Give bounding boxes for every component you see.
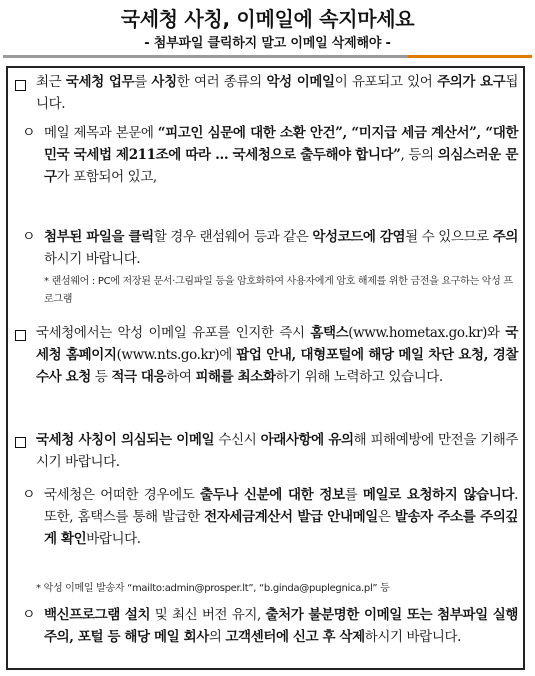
body-text: 최근 <box>36 74 66 90</box>
emphasis-text: 팝업 안내, 대형포털에 해당 메일 차단 요청, 경찰 수사 요청 <box>36 347 518 385</box>
body-text: 국세청은 어떠한 경우에도 <box>44 487 201 503</box>
emphasis-text: 의심스러운 문구 <box>44 147 518 185</box>
page-subtitle: - 첨부파일 클릭하지 말고 이메일 삭제해야 - <box>144 36 391 51</box>
circle-bullet: ㅇ <box>22 125 36 141</box>
body-text: (www.nts.go.kr)에 <box>116 347 237 363</box>
body-text: 의 <box>208 629 226 645</box>
body-text: 은 <box>377 509 395 525</box>
emphasis-text: 국세청 사칭이 의심되는 이메일 <box>36 432 215 448</box>
emphasis-text: 백신프로그램 설치 <box>44 607 151 623</box>
emphasis-text: 국세청 홈페이지 <box>36 325 518 363</box>
section-1 <box>36 71 518 115</box>
body-text: 수신시 <box>214 432 261 448</box>
square-bullet <box>15 437 26 448</box>
body-text: 및 최신 버전 유지, <box>150 607 266 623</box>
body-text: 등 <box>90 369 112 385</box>
emphasis-text: 아래사항에 유의 <box>260 432 354 448</box>
body-text: 바랍니다. <box>86 531 141 547</box>
emphasis-text: 국세청 업무 <box>65 74 135 90</box>
circle-bullet: ㅇ <box>22 487 36 503</box>
square-bullet <box>15 330 26 341</box>
body-text: 국세청에서는 악성 이메일 유포를 인지한 즉시 <box>36 325 311 341</box>
body-text: 를 <box>344 487 363 503</box>
section-7 <box>44 604 518 648</box>
body-text: 할 경우 랜섬웨어 등과 같은 <box>153 229 313 245</box>
section-2 <box>44 122 518 188</box>
emphasis-text: 홈택스 <box>310 325 349 341</box>
emphasis-text: 발송자 주소를 주의깊게 확인 <box>44 509 518 547</box>
body-text: 됩니다. <box>36 74 518 112</box>
body-text: 하여 <box>166 369 196 385</box>
title-rule-accent <box>408 55 532 58</box>
emphasis-text: 출두나 신분에 대한 정보 <box>200 487 345 503</box>
ransomware-note: * 랜섬웨어 : PC에 저장된 문서·그림파일 등을 암호화하여 사용자에게 암호 해제를 위한 금전을 요구하는 악성 프로그램 <box>44 276 513 305</box>
section-6 <box>44 484 518 550</box>
sender-note: * 악성 이메일 발송자 “mailto:admin@prosper.lt”, “b.ginda@puplegnica.pl” 등 <box>36 583 390 594</box>
emphasis-text: 주의 <box>492 229 519 245</box>
emphasis-text: 악성 이메일 <box>266 74 335 90</box>
body-text: 이 유포되고 있어 <box>334 74 438 90</box>
emphasis-text: 적극 대응 <box>111 369 167 385</box>
body-text: 를 <box>134 74 152 90</box>
emphasis-text: 악성코드에 감염 <box>312 229 406 245</box>
section-3 <box>44 226 518 270</box>
emphasis-text: 주의가 요구 <box>437 74 506 90</box>
body-text: , 등의 <box>400 147 438 163</box>
body-text: 하기 위해 노력하고 있습니다. <box>275 369 443 385</box>
emphasis-text: 출처가 불분명한 이메일 또는 첨부파일 실행 주의, 포털 등 해당 메일 회사 <box>44 607 518 645</box>
emphasis-text: 고객센터에 신고 후 삭제 <box>225 629 365 645</box>
emphasis-text: “피고인 심문에 대한 소환 안건”, “미지급 세금 계산서”, “대한민국 국세법 제211조에 따라 … 국세청으로 출두해야 합니다” <box>44 125 518 163</box>
section-4 <box>36 322 518 388</box>
body-text: 될 수 있으므로 <box>405 229 493 245</box>
emphasis-text: 사칭 <box>151 74 177 90</box>
body-text: 해 피해예방에 만전을 기해주시기 바랍니다. <box>36 432 518 470</box>
body-text: . 또한, 홈택스를 통해 발급한 <box>44 487 518 525</box>
emphasis-text: 피해를 최소화 <box>195 369 276 385</box>
body-text: 하시기 바랍니다. <box>364 629 461 645</box>
emphasis-text: 메일로 요청하지 않습니다 <box>362 487 515 503</box>
circle-bullet: ㅇ <box>22 229 36 245</box>
square-bullet <box>15 80 26 91</box>
emphasis-text: 전자세금계산서 발급 안내메일 <box>204 509 378 525</box>
body-text: (www.hometax.go.kr)와 <box>348 325 506 341</box>
section-5 <box>36 429 518 473</box>
page-title: 국세청 사칭, 이메일에 속지마세요 <box>120 7 415 31</box>
body-text: 메일 제목과 본문에 <box>44 125 158 141</box>
body-text: 가 포함되어 있고, <box>56 169 157 185</box>
circle-bullet: ㅇ <box>22 607 36 623</box>
emphasis-text: 첨부된 파일을 클릭 <box>44 229 154 245</box>
body-text: 한 여러 종류의 <box>176 74 267 90</box>
body-text: 하시기 바랍니다. <box>44 251 141 267</box>
